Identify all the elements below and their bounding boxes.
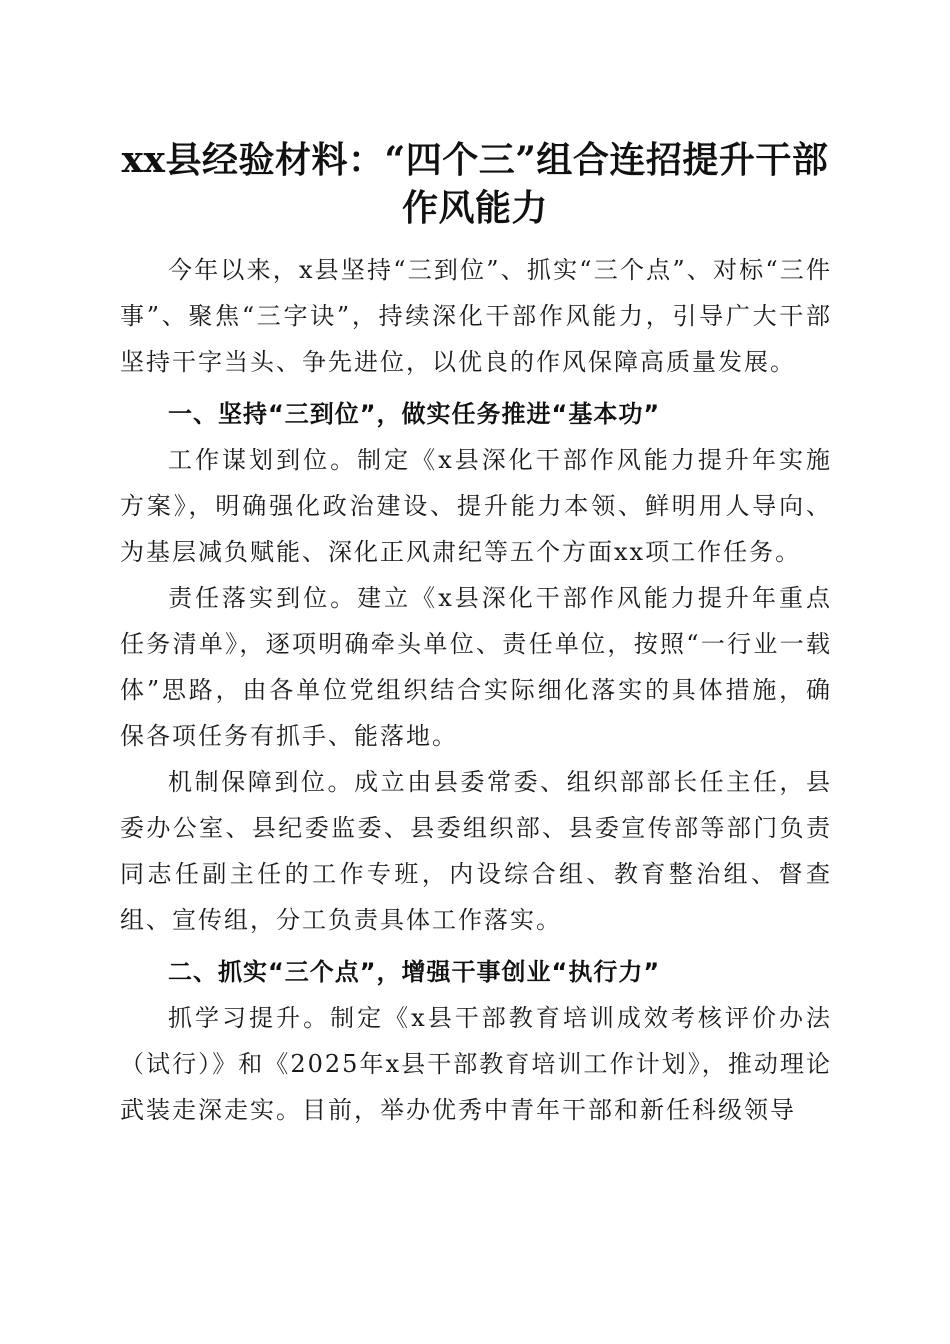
section-heading-1: 一、坚持“三到位”，做实任务推进“基本功” (168, 400, 661, 428)
intro-paragraph: 今年以来，x县坚持“三到位”、抓实“三个点”、对标“三件事”、聚焦“三字诀”，持续深化干部作风能力，引导广大干部坚持干字当头、争先进位，以优良的作风保障高质量发展。 (120, 256, 832, 376)
section1-paragraph-2: 责任落实到位。建立《x县深化干部作风能力提升年重点任务清单》，逐项明确牵头单位、责任单位，按照“一行业一载体”思路，由各单位党组织结合实际细化落实的具体措施，确保各项任务有抓手、能落地。 (120, 584, 832, 750)
document-body (120, 247, 832, 1133)
section1-paragraph-3: 机制保障到位。成立由县委常委、组织部部长任主任，县委办公室、县纪委监委、县委组织部、县委宣传部等部门负责同志任副主任的工作专班，内设综合组、教育整治组、督查组、宣传组，分工负责具体工作落实。 (120, 768, 832, 934)
document-title: xx县经验材料：“四个三”组合连招提升干部作风能力 (121, 139, 829, 229)
section1-paragraph-1: 工作谋划到位。制定《x县深化干部作风能力提升年实施方案》，明确强化政治建设、提升能力本领、鲜明用人导向、为基层减负赋能、深化正风肃纪等五个方面xx项工作任务。 (120, 446, 832, 566)
section2-paragraph-1: 抓学习提升。制定《x县干部教育培训成效考核评价办法（试行）》和《2025年x县干部教育培训工作计划》，推动理论武装走深走实。目前，举办优秀中青年干部和新任科级领导 (120, 1004, 832, 1124)
section-heading-2: 二、抓实“三个点”，增强干事创业“执行力” (168, 958, 661, 986)
